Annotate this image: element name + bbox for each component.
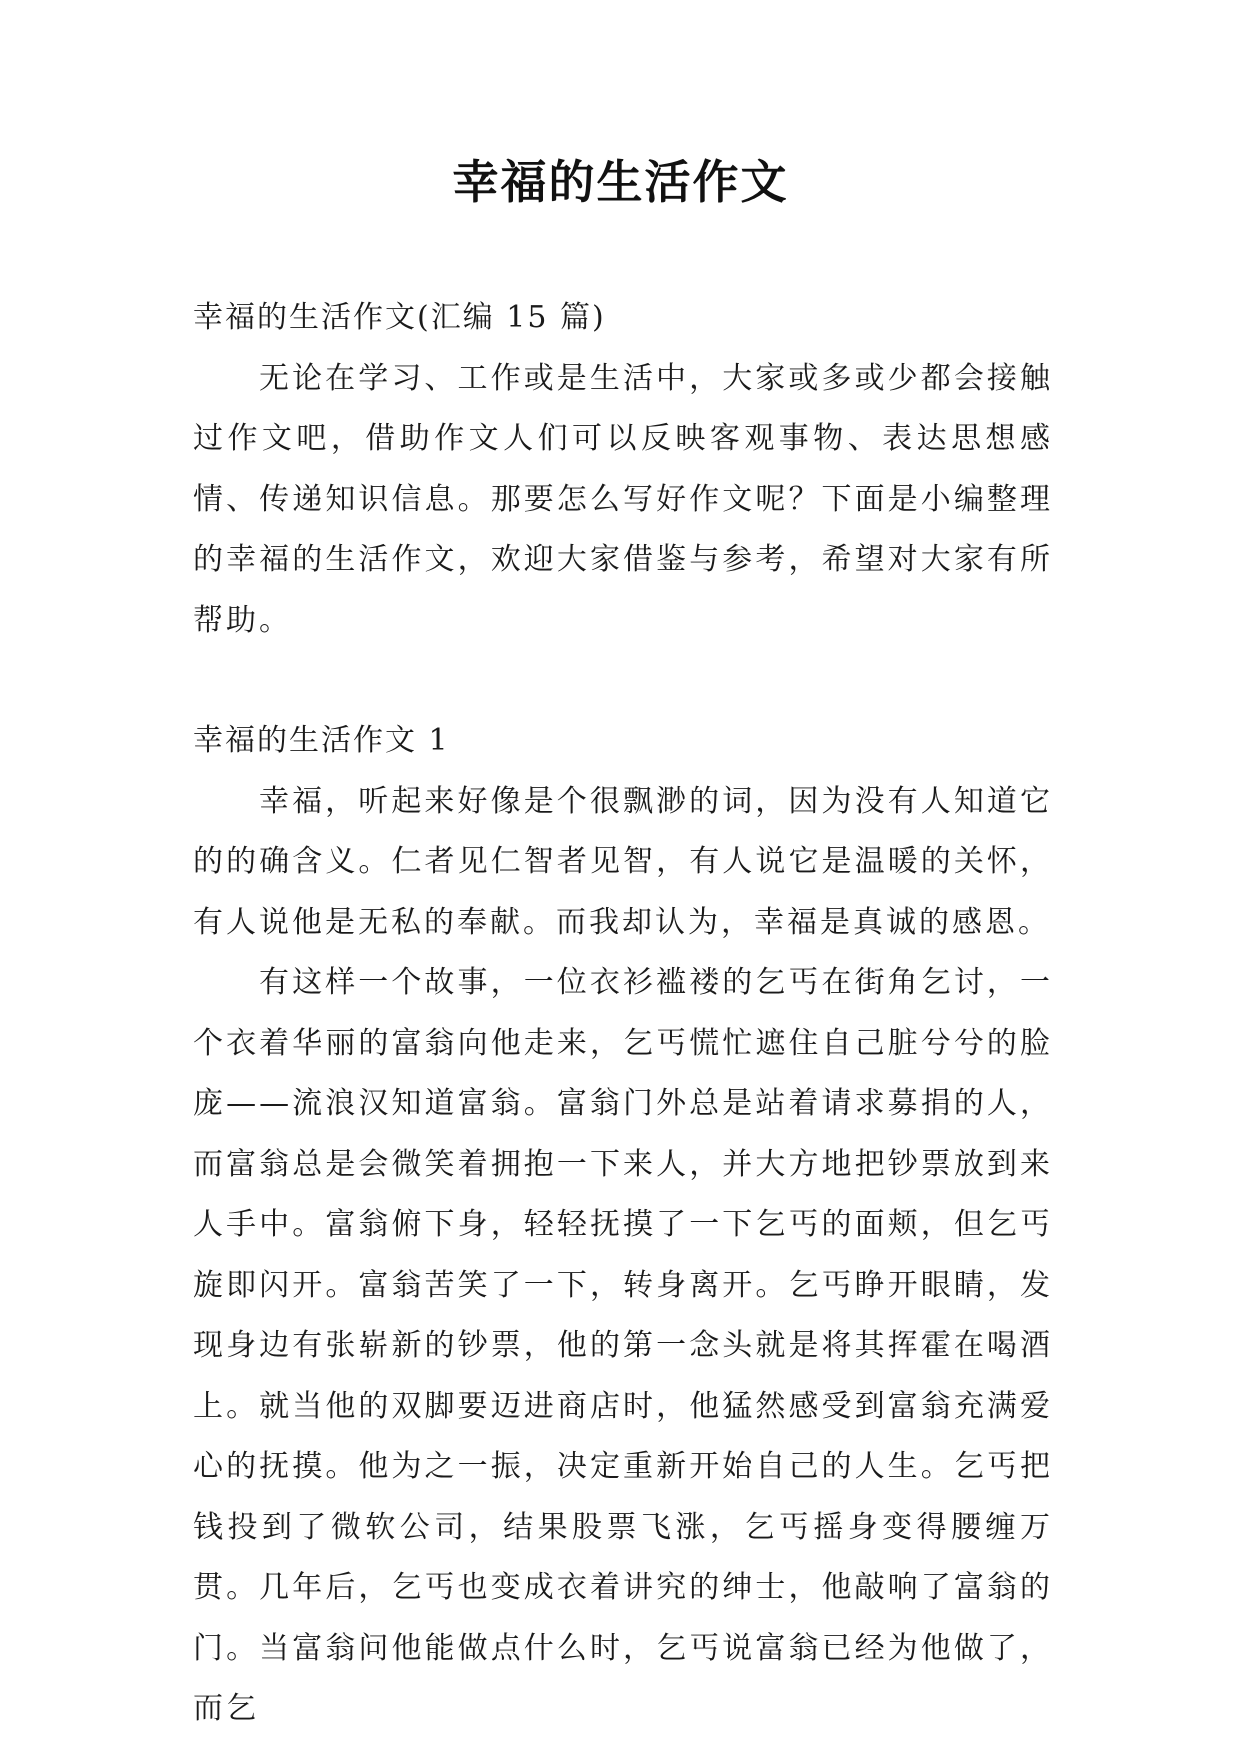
- intro-paragraph: 无论在学习、工作或是生活中，大家或多或少都会接触过作文吧，借助作文人们可以反映客观事物、表达思想感情、传递知识信息。那要怎么写好作文呢？下面是小编整理的幸福的生活作文，欢迎大家借鉴与参考，希望对大家有所帮助。: [193, 360, 1053, 638]
- body-paragraph: 有这样一个故事，一位衣衫褴褛的乞丐在街角乞讨，一个衣着华丽的富翁向他走来，乞丐慌忙遮住自己脏兮兮的脸庞——流浪汉知道富翁。富翁门外总是站着请求募捐的人，而富翁总是会微笑着拥抱一下来人，并大方地把钞票放到来人手中。富翁俯下身，轻轻抚摸了一下乞丐的面颊，但乞丐旋即闪开。富翁苦笑了一下，转身离开。乞丐睁开眼睛，发现身边有张崭新的钞票，他的第一念头就是将其挥霍在喝酒上。就当他的双脚要迈进商店时，他猛然感受到富翁充满爱心的抚摸。他为之一振，决定重新开始自己的人生。乞丐把钱投到了微软公司，结果股票飞涨，乞丐摇身变得腰缠万贯。几年后，乞丐也变成衣着讲究的绅士，他敲响了富翁的门。当富翁问他能做点什么时，乞丐说富翁已经为他做了，而乞: [193, 965, 1053, 1726]
- document-body: [193, 288, 1053, 1740]
- document-title: 幸福的生活作文: [452, 155, 789, 209]
- body-paragraph: 幸福，听起来好像是个很飘渺的词，因为没有人知道它的的确含义。仁者见仁智者见智，有人说它是温暖的关怀，有人说他是无私的奉献。而我却认为，幸福是真诚的感恩。: [193, 783, 1053, 940]
- paragraph-spacer: [193, 651, 1053, 711]
- section-heading: 幸福的生活作文 1: [193, 723, 450, 758]
- document-subtitle: 幸福的生活作文(汇编 15 篇): [193, 300, 606, 335]
